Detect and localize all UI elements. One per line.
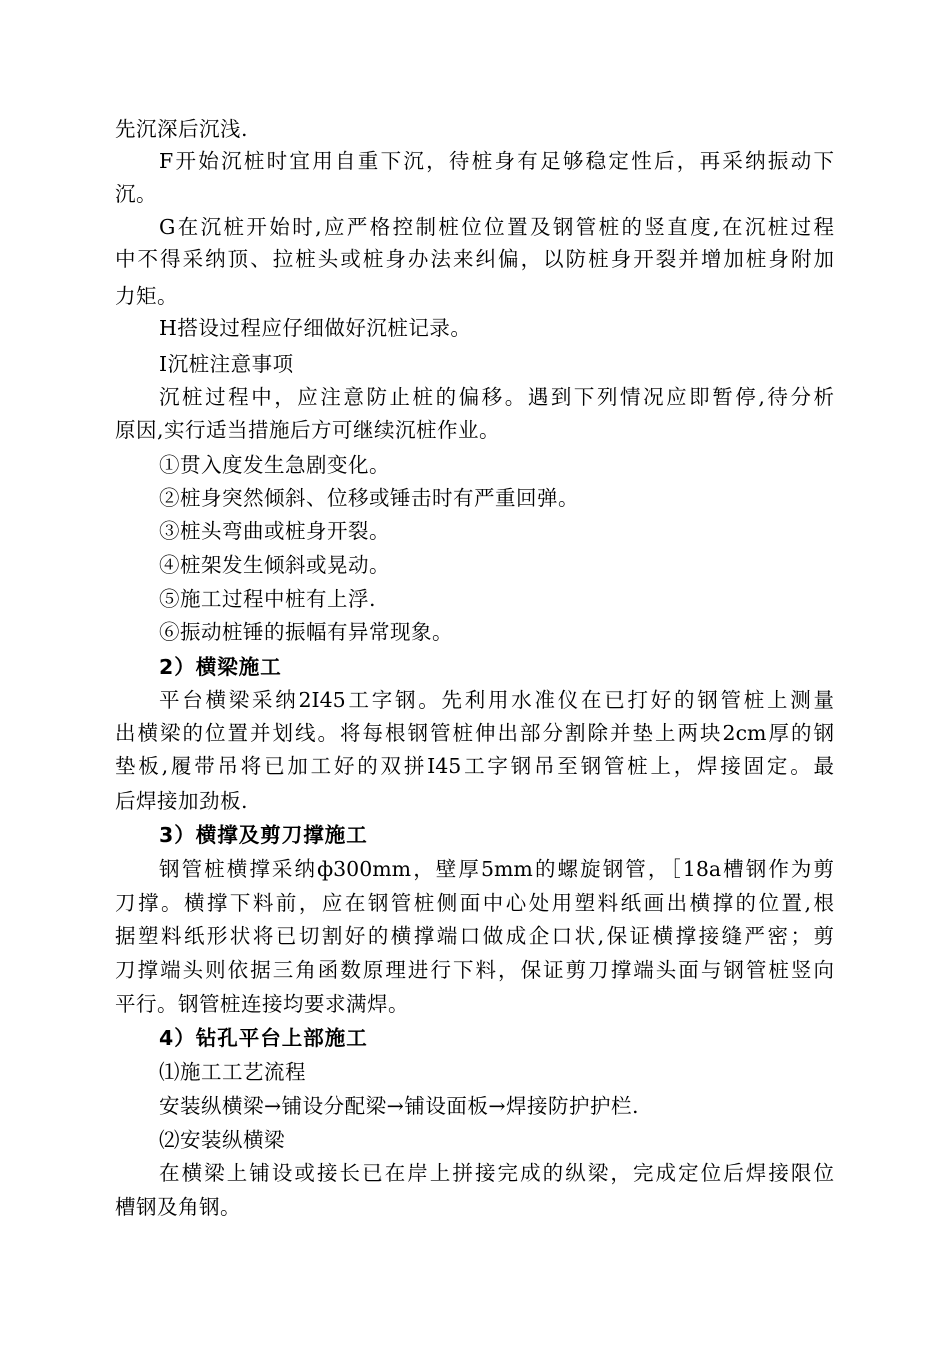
section-heading: 3）横撑及剪刀撑施工 <box>159 823 368 847</box>
text-line: 平台横梁采纳2I45工字钢。先利用水准仪在已打好的钢管桩上测量 <box>159 688 834 712</box>
text-line: H搭设过程应仔细做好沉桩记录。 <box>159 316 472 340</box>
text-line: 垫板,履带吊将已加工好的双拼I45工字钢吊至钢管桩上，焊接固定。最 <box>115 754 834 778</box>
text-line: 沉。 <box>115 182 157 206</box>
list-item: ①贯入度发生急剧变化。 <box>159 453 390 477</box>
list-item: ④桩架发生倾斜或晃动。 <box>159 553 390 577</box>
text-line: ⑵安装纵横梁 <box>159 1128 285 1152</box>
text-line: G在沉桩开始时,应严格控制桩位位置及钢管桩的竖直度,在沉桩过程 <box>159 215 834 239</box>
text-line: 钢管桩横撑采纳ф300mm，壁厚5mm的螺旋钢管，［18a槽钢作为剪 <box>159 857 834 881</box>
section-heading: 2）横梁施工 <box>159 655 282 679</box>
text-line: 力矩。 <box>115 284 178 308</box>
list-item: ③桩头弯曲或桩身开裂。 <box>159 519 390 543</box>
text-line: 先沉深后沉浅. <box>115 117 249 141</box>
text-line: 槽钢及角钢。 <box>115 1195 241 1219</box>
text-line: 中不得采纳顶、拉桩头或桩身办法来纠偏，以防桩身开裂并增加桩身附加 <box>115 247 834 271</box>
text-line: 据塑料纸形状将已切割好的横撑端口做成企口状,保证横撑接缝严密；剪 <box>115 924 834 948</box>
text-line: ⑴施工工艺流程 <box>159 1060 306 1084</box>
list-item: ②桩身突然倾斜、位移或锤击时有严重回弹。 <box>159 486 579 510</box>
list-item: ⑥振动桩锤的振幅有异常现象。 <box>159 620 453 644</box>
text-line: 后焊接加劲板. <box>115 789 249 813</box>
text-line: 原因,实行适当措施后方可继续沉桩作业。 <box>115 418 501 442</box>
text-line: 平行。钢管桩连接均要求满焊。 <box>115 992 409 1016</box>
text-line: 刀撑。横撑下料前，应在钢管桩侧面中心处用塑料纸画出横撑的位置,根 <box>115 891 834 915</box>
text-line: 出横梁的位置并划线。将每根钢管桩伸出部分割除并垫上两块2cm厚的钢 <box>115 721 834 745</box>
list-item: ⑤施工过程中桩有上浮. <box>159 587 377 611</box>
text-line: I沉桩注意事项 <box>159 352 294 376</box>
text-line: 在横梁上铺设或接长已在岸上拼接完成的纵梁，完成定位后焊接限位 <box>159 1161 834 1185</box>
text-line: F开始沉桩时宜用自重下沉，待桩身有足够稳定性后，再采纳振动下 <box>159 149 834 173</box>
text-line: 安装纵横梁→铺设分配梁→铺设面板→焊接防护护栏. <box>159 1094 640 1118</box>
text-line: 刀撑端头则依据三角函数原理进行下料，保证剪刀撑端头面与钢管桩竖向 <box>115 958 834 982</box>
text-line: 沉桩过程中，应注意防止桩的偏移。遇到下列情况应即暂停,待分析 <box>159 385 834 409</box>
section-heading: 4）钻孔平台上部施工 <box>159 1026 368 1050</box>
